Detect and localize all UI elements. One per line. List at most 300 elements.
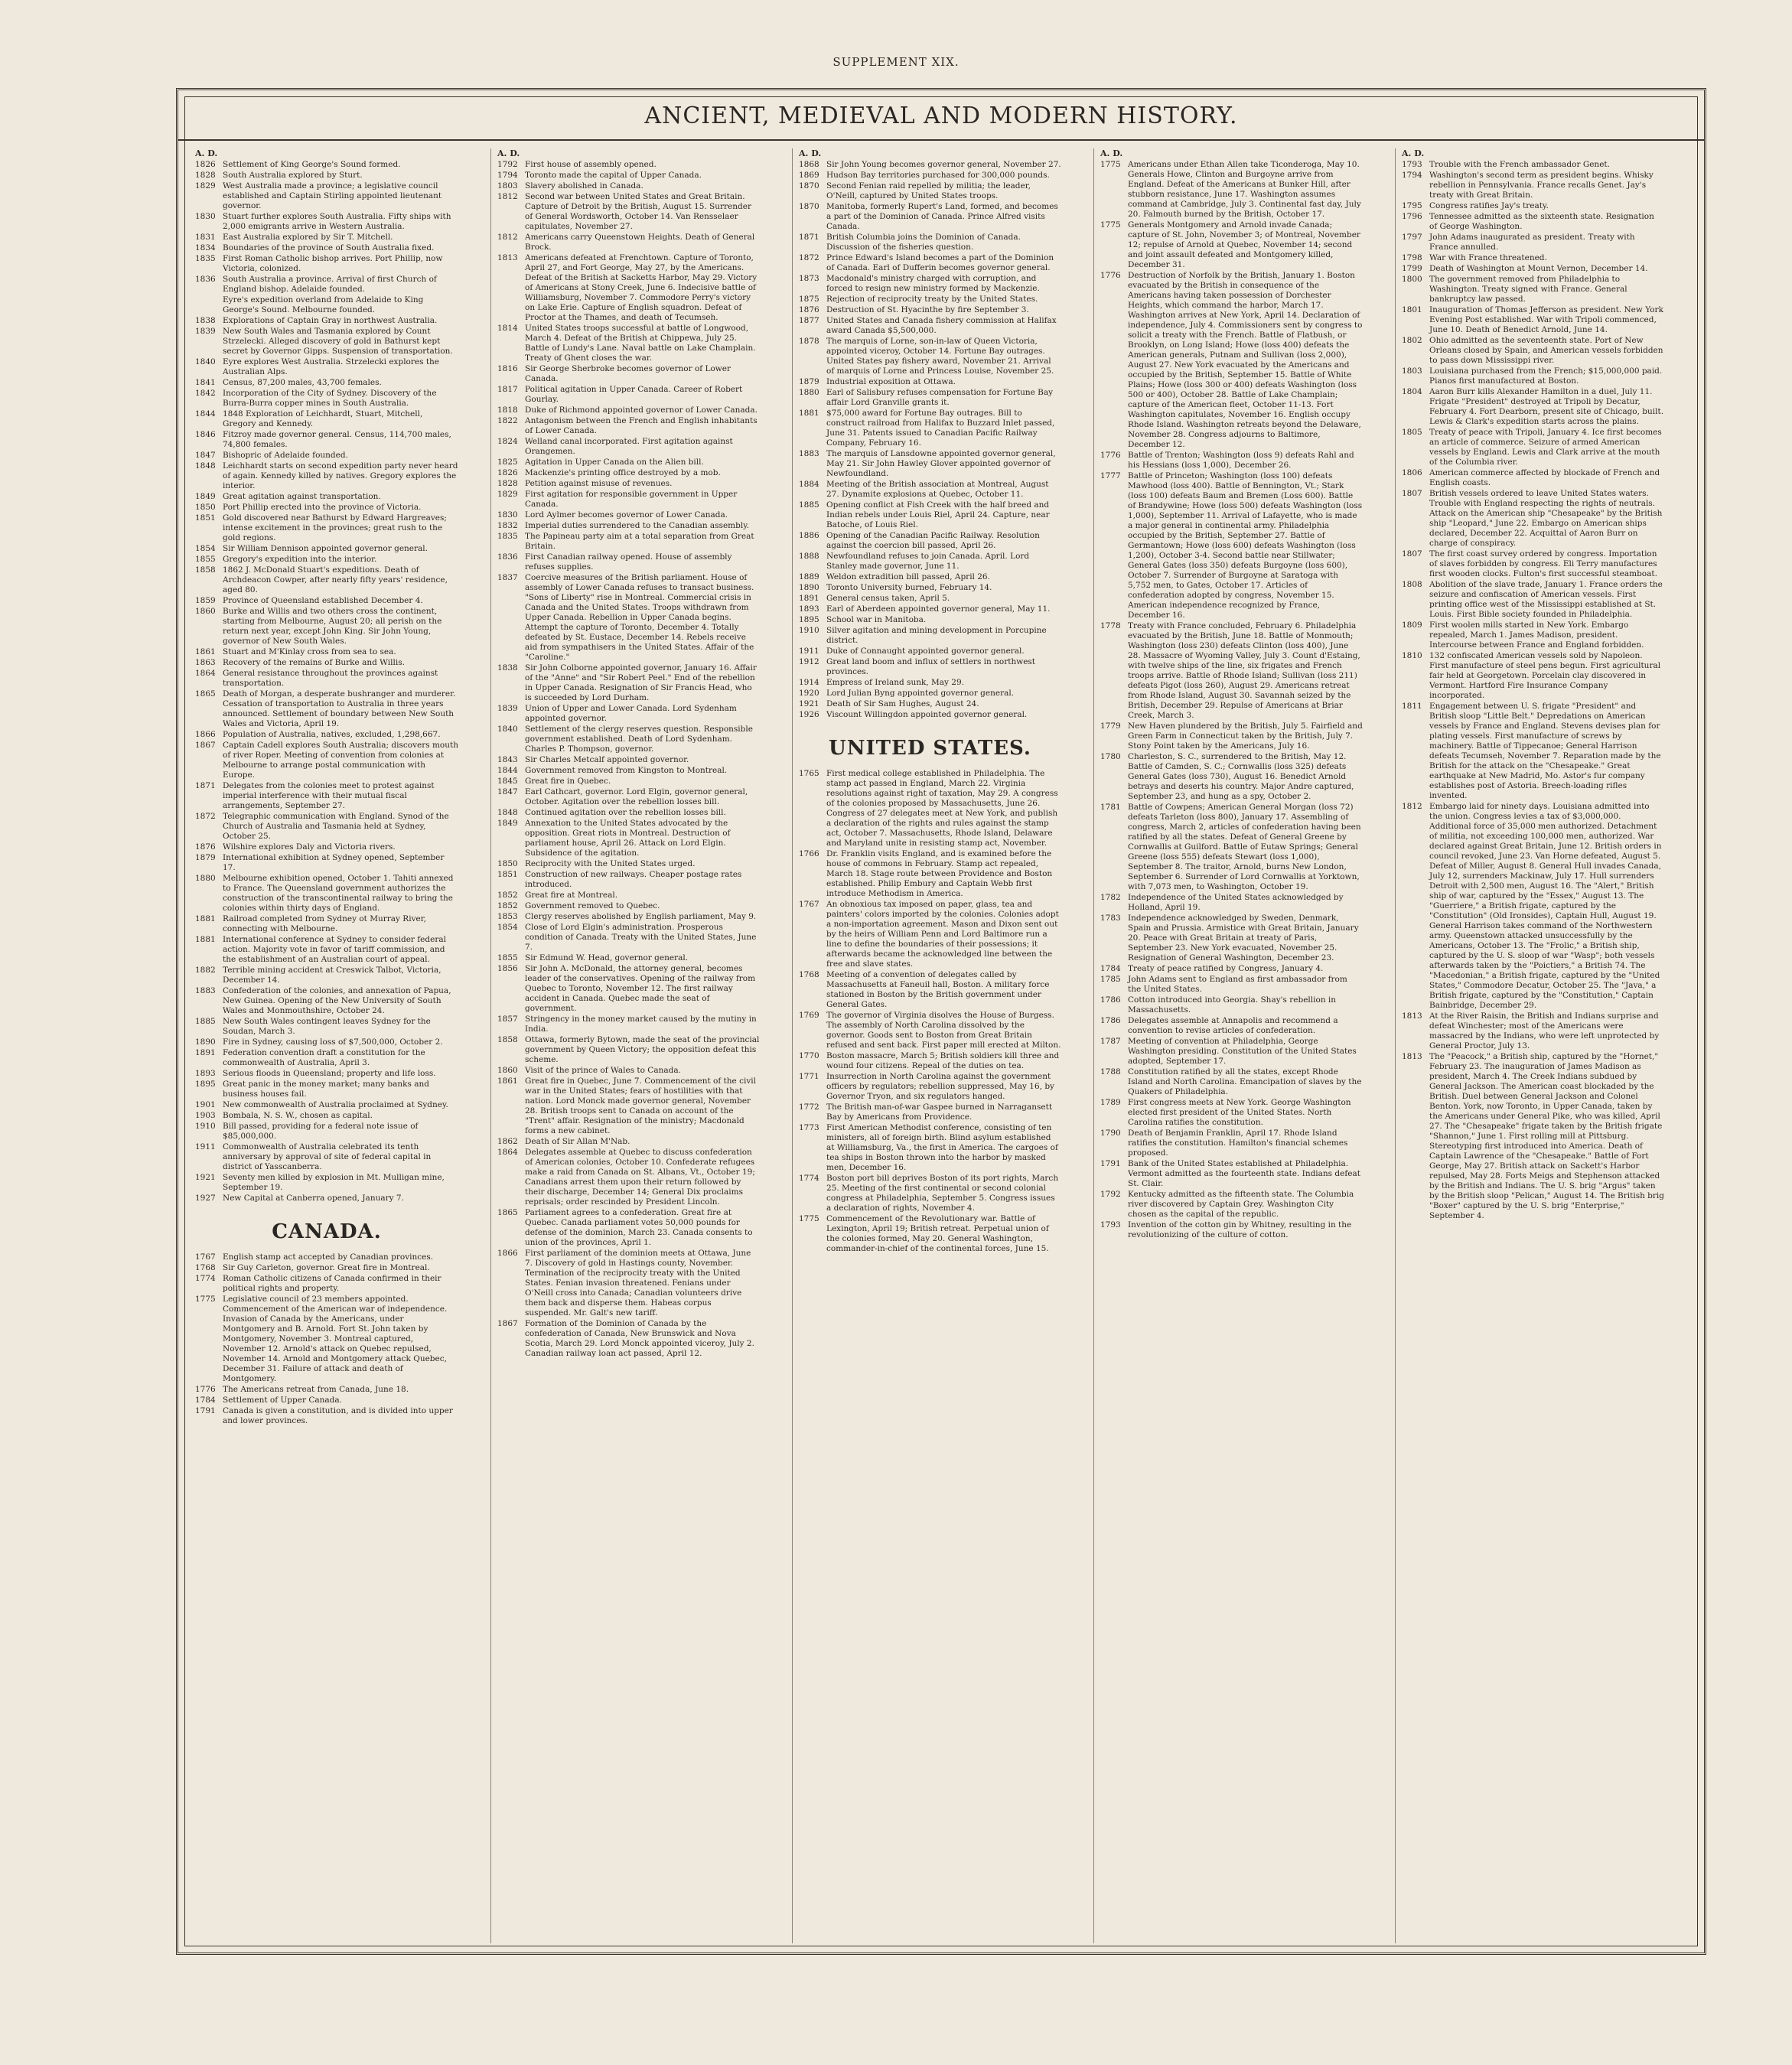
entry-text: Treaty of peace with Tripoli, January 4. Ice first becomes an article of commerce. Seizure of armed American vessels by England. Lewis and Clark arrive at the mouth of the Columbia river.	[1429, 428, 1662, 467]
history-entry	[1100, 451, 1363, 471]
entry-year: 1888	[799, 552, 819, 561]
entry-year: 1870	[799, 202, 819, 211]
entry-year: 1872	[195, 812, 216, 821]
history-entry	[497, 912, 760, 922]
entry-year: 1854	[497, 923, 518, 932]
entry-year: 1861	[195, 647, 216, 656]
entry-year: 1829	[497, 490, 518, 499]
history-entry	[1100, 1037, 1363, 1067]
history-entry	[1402, 233, 1664, 252]
entry-year: 1800	[1402, 275, 1422, 284]
history-entry	[1100, 803, 1363, 892]
entry-text: Boston port bill deprives Boston of its port rights, March 25. Meeting of the first continental or second colonial congress at Philadelphia, September 5. Congress issues a declaration of rights, November 4.	[826, 1174, 1059, 1213]
entry-year: 1775	[1100, 160, 1121, 169]
entry-text: Sir Charles Metcalf appointed governor.	[525, 755, 689, 764]
history-entry	[195, 1080, 458, 1099]
entry-text: Delegates from the colonies meet to protest against imperial interference with their mutual fiscal arrangements, September 27.	[223, 781, 435, 810]
history-entry	[799, 689, 1061, 699]
history-entry	[195, 295, 458, 315]
entry-text: Industrial exposition at Ottawa.	[826, 377, 956, 386]
entry-text: Destruction of Norfolk by the British, January 1. Boston evacuated by the British in consequence of the Americans having taken possession of Dorchester Heights, which command the harbor, March 17. Washington arrives at New York, April 14. Declaration of independence, July 4. Commissioners sent by congress to solicit a treaty with the French. Battle of Flatbush, or Brooklyn, on Long Island; Howe (loss 400) defeats the American generals, Putnam and Sullivan (loss 2,000), August 27. New York evacuated by the Americans and occupied by the British, September 15. Battle of White Plains; Howe (loss 300 or 400) defeats Washington (loss 500 or 400), October 28. Battle of Lake Champlain; capture of the American fleet, October 11-13. Fort Washington capitulates, November 16. English occupy Rhode Island. Washington retreats beyond the Delaware, November 28. Congress adjourns to Baltimore, December 12.	[1128, 271, 1363, 449]
entry-text: Lord Julian Byng appointed governor general.	[826, 689, 1015, 698]
entry-year: 1926	[799, 710, 819, 719]
entry-year: 1864	[497, 1148, 518, 1157]
entry-year: 1883	[195, 986, 216, 995]
entry-text: Bombala, N. S. W., chosen as capital.	[223, 1111, 373, 1120]
entry-text: The Papineau party aim at a total separation from Great Britain.	[525, 532, 754, 551]
entry-year: 1780	[1100, 752, 1121, 761]
history-entry	[497, 192, 760, 232]
entry-text: Second Fenian raid repelled by militia; the leader, O'Neill, captured by United States troops.	[826, 181, 1031, 200]
entry-year: 1881	[195, 914, 216, 923]
history-entry	[195, 555, 458, 565]
history-entry	[195, 430, 458, 450]
history-entry	[497, 870, 760, 890]
entry-year: 1814	[497, 324, 518, 333]
entry-year: 1866	[195, 730, 216, 739]
history-entry	[799, 160, 1061, 170]
entry-text: Settlement of Upper Canada.	[223, 1396, 342, 1405]
history-entry	[195, 1069, 458, 1079]
entry-text: American commerce affected by blockade of French and English coasts.	[1429, 468, 1660, 487]
entry-year: 1840	[497, 725, 518, 734]
entry-year: 1776	[195, 1385, 216, 1394]
entry-year: 1765	[799, 769, 819, 778]
entry-text: Railroad completed from Sydney ot Murray River, connecting with Melbourne.	[223, 914, 426, 933]
history-entry	[799, 678, 1061, 688]
entry-year: 1873	[799, 274, 819, 283]
history-entry	[799, 233, 1061, 252]
entry-year: 1863	[195, 658, 216, 667]
history-entry	[1402, 468, 1664, 488]
entry-text: Earl Cathcart, governor. Lord Elgin, governor general, October. Agitation over the rebellion losses bill.	[525, 787, 748, 806]
entry-year: 1850	[497, 859, 518, 868]
history-entry	[497, 468, 760, 478]
history-entry	[799, 253, 1061, 273]
entry-text: United States troops successful at battle of Longwood, March 4. Defeat of the British at Chippewa, July 25. Battle of Lundy's Lane. Naval battle on Lake Champlain. Treaty of Ghent closes the war.	[525, 324, 756, 363]
history-entry	[799, 1174, 1061, 1213]
entry-text: The government removed from Philadelphia to Washington. Treaty signed with France. General bankruptcy law passed.	[1429, 275, 1627, 304]
history-entry	[1402, 1052, 1664, 1221]
history-entry	[195, 1274, 458, 1294]
entry-text: Embargo laid for ninety days. Louisiana admitted into the union. Congress levies a tax of $3,000,000. Additional force of 35,000 men authorized. Detachment of militia, not exceeding 100,000 men, authorized. War declared against Great Britain, June 12. British orders in council revoked, June 23. Van Horne defeated, August 5. Defeat of Miller, August 8. General Hull invades Canada, July 12, surrenders Mackinaw, July 17. Hull surrenders Detroit with 2,500 men, August 16. The "Alert," British ship of war, captured by the "Essex," August 13. The "Guerriere," a British frigate, captured by the "Constitution" (Old Ironsides), Captain Hull, August 19. General Harrison takes command of the Northwestern army. Queenstown attacked unsuccessfully by the Americans, October 13. The "Frolic," a British ship, captured by the U. S. sloop of war "Wasp"; both vessels afterwards taken by the "Poictiers," a British 74. The "Macedonian," a British frigate, captured by the "United States," Commodore Decatur, October 25. The "Java," a British frigate, captured by the "Constitution," Captain Bainbridge, December 29.	[1429, 802, 1662, 1010]
history-entry	[799, 1072, 1061, 1102]
history-entry	[799, 388, 1061, 408]
entry-year: 1825	[497, 458, 518, 467]
entry-text: Trouble with the French ambassador Genet.	[1429, 160, 1610, 169]
history-entry	[497, 416, 760, 436]
history-entry	[497, 364, 760, 384]
entry-text: Bill passed, providing for a federal note issue of $85,000,000.	[223, 1122, 419, 1141]
entry-year: 1850	[195, 503, 216, 512]
history-entry	[1402, 802, 1664, 1011]
history-entry	[497, 1249, 760, 1318]
history-entry	[497, 490, 760, 510]
entry-text: Toronto University burned, February 14.	[826, 583, 992, 592]
history-entry	[195, 254, 458, 274]
entry-text: British Columbia joins the Dominion of Canada. Discussion of the fisheries question.	[826, 233, 1021, 252]
entry-text: Death of Benjamin Franklin, April 17. Rhode Island ratifies the constitution. Hamilton's financial schemes proposed.	[1128, 1129, 1348, 1158]
entry-text: School war in Manitoba.	[826, 615, 927, 624]
entry-year: 1847	[195, 451, 216, 460]
entry-text: Battle of Trenton; Washington (loss 9) defeats Rahl and his Hessians (loss 1,000), December 26.	[1128, 451, 1354, 470]
title-divider	[178, 139, 1704, 141]
history-entry	[195, 596, 458, 606]
entry-year: 1889	[799, 572, 819, 581]
entry-text: General census taken, April 5.	[826, 594, 950, 603]
entry-year: 1831	[195, 233, 216, 242]
history-entry	[1100, 1220, 1363, 1240]
entry-text: Antagonism between the French and English inhabitants of Lower Canada.	[525, 416, 758, 435]
entry-text: First agitation for responsible government in Upper Canada.	[525, 490, 738, 509]
entry-year: 1776	[1100, 271, 1121, 280]
entry-text: Death of Morgan, a desperate bushranger and murderer. Cessation of transportation to Australia in three years announced. Settlement of boundary between New South Wales and Victoria, April 19.	[223, 689, 456, 728]
history-entry	[497, 1137, 760, 1147]
history-entry	[1402, 580, 1664, 620]
entry-year: 1879	[799, 377, 819, 386]
entry-text: Eyre's expedition overland from Adelaide to King George's Sound. Melbourne founded.	[223, 295, 424, 314]
history-entry	[497, 479, 760, 489]
entry-text: War with France threatened.	[1429, 253, 1547, 262]
entry-text: Second war between United States and Great Britain. Capture of Detroit by the British, August 15. Surrender of General Wordsworth, October 14. Van Rensselaer capitulates, November 27.	[525, 192, 751, 231]
entry-text: Clergy reserves abolished by English parliament, May 9.	[525, 912, 757, 921]
entry-text: Silver agitation and mining development in Porcupine district.	[826, 626, 1047, 645]
entry-year: 1786	[1100, 1016, 1121, 1025]
entry-text: First Canadian railway opened. House of assembly refuses supplies.	[525, 552, 732, 572]
entry-year: 1856	[497, 964, 518, 973]
entry-text: Federation convention draft a constitution for the commonwealth of Australia, April 3.	[223, 1048, 425, 1067]
entry-text: Gold discovered near Bathurst by Edward Hargreaves; intense excitement in the provinces; great rush to the gold regions.	[223, 513, 447, 542]
entry-text: Political agitation in Upper Canada. Career of Robert Gourlay.	[525, 385, 743, 404]
entry-year: 1880	[799, 388, 819, 397]
entry-year: 1881	[195, 935, 216, 944]
entry-text: Terrible mining accident at Creswick Talbot, Victoria, December 14.	[223, 966, 441, 985]
entry-year: 1884	[799, 480, 819, 489]
entry-text: Leichhardt starts on second expedition party never heard of again. Kennedy killed by natives. Gregory explores the interior.	[223, 461, 458, 490]
entry-year: 1866	[497, 1249, 518, 1258]
entry-year: 1766	[799, 849, 819, 858]
entry-text: Battle of Cowpens; American General Morgan (loss 72) defeats Tarleton (loss 800), January 17. Assembling of congress, March 2, articles of confederation having been ratified by all the states. Defeat of General Greene by Cornwallis at Guilford. Battle of Eutaw Springs; General Greene (loss 555) defeats Stewart (loss 1,000), September 8. The traitor, Arnold, burns New London, September 6. Surrender of Lord Cornwallis at Yorktown, with 7,073 men, to Washington, October 19.	[1128, 803, 1361, 891]
entry-year: 1818	[497, 406, 518, 415]
history-entry	[497, 808, 760, 818]
entry-year: 1805	[1402, 428, 1422, 437]
entry-year: 1808	[1402, 580, 1422, 589]
page-title: ANCIENT, MEDIEVAL AND MODERN HISTORY.	[644, 103, 1238, 129]
history-entry	[799, 657, 1061, 677]
history-entry	[195, 647, 458, 657]
history-entry	[195, 513, 458, 543]
entry-text: Washington's second term as president begins. Whisky rebellion in Pennsylvania. France recalls Genet. Jay's treaty with Great Britain.	[1429, 171, 1654, 200]
entry-text: Tennessee admitted as the sixteenth state. Resignation of George Washington.	[1429, 212, 1654, 231]
entry-year: 1794	[497, 171, 518, 180]
entry-year: 1797	[1402, 233, 1422, 242]
history-entry	[1402, 201, 1664, 211]
entry-year: 1774	[195, 1274, 216, 1283]
history-entry	[195, 357, 458, 377]
entry-text: Confederation of the colonies, and annexation of Papua, New Guinea. Opening of the New University of South Wales and Monmouthshire, October 24.	[223, 986, 451, 1015]
history-entry	[497, 1208, 760, 1248]
entry-year: 1786	[1100, 995, 1121, 1005]
history-entry	[497, 901, 760, 911]
history-entry	[497, 532, 760, 552]
entry-year: 1921	[799, 699, 819, 708]
entry-text: Sir Edmund W. Head, governor general.	[525, 953, 689, 962]
entry-year: 1872	[799, 253, 819, 262]
history-entry	[195, 503, 458, 513]
entry-year: 1876	[799, 305, 819, 314]
entry-text: United States and Canada fishery commission at Halifax award Canada $5,500,000.	[826, 316, 1057, 335]
entry-year: 1882	[195, 966, 216, 975]
history-entry	[1402, 253, 1664, 263]
history-entry	[1100, 1098, 1363, 1128]
entry-year: 1776	[1100, 451, 1121, 460]
entry-year: 1878	[799, 337, 819, 346]
history-entry	[799, 171, 1061, 181]
history-entry	[497, 1076, 760, 1136]
entry-year: 1826	[195, 160, 216, 169]
entry-text: 132 confiscated American vessels sold by Napoleon. First manufacture of steel pens begun. First agricultural fair held at Georgetown. Porcelain clay discovered in Vermont. Hartford Fire Insurance Company incorporated.	[1429, 651, 1661, 700]
entry-text: Independence of the United States acknowledged by Holland, April 19.	[1128, 893, 1344, 912]
entry-text: Death of Sir Allan M'Nab.	[525, 1137, 630, 1146]
entry-text: $75,000 award for Fortune Bay outrages. Bill to construct railroad from Halifax to Buzzard Inlet passed, June 31. Patents issued to Canadian Pacific Railway Company, February 16.	[826, 409, 1055, 448]
history-entry	[799, 583, 1061, 593]
entry-year: 1803	[1402, 366, 1422, 376]
history-entry	[195, 275, 458, 295]
history-entry	[195, 914, 458, 934]
history-entry	[195, 181, 458, 211]
entry-year: 1879	[195, 853, 216, 862]
entry-year: 1767	[799, 900, 819, 909]
entry-text: Eyre explores West Australia. Strzelecki explores the Australian Alps.	[223, 357, 440, 376]
entry-text: Prince Edward's Island becomes a part of the Dominion of Canada. Earl of Dufferin becomes governor general.	[826, 253, 1054, 272]
history-entry	[799, 316, 1061, 336]
entry-text: Captain Cadell explores South Australia; discovers mouth of river Roper. Meeting of convention from colonies at Melbourne to arrange postal communication with Europe.	[223, 741, 458, 780]
entry-year: 1895	[799, 615, 819, 624]
entry-text: General resistance throughout the provinces against transportation.	[223, 669, 438, 688]
history-entry	[799, 1123, 1061, 1173]
entry-text: Annexation to the United States advocated by the opposition. Great riots in Montreal. Destruction of parliament house, April 26. Attack on Lord Elgin. Subsidence of the agitation.	[525, 819, 731, 858]
ad-label: A. D.	[1402, 148, 1425, 158]
entry-year: 1781	[1100, 803, 1121, 812]
history-entry	[195, 378, 458, 388]
history-entry	[1100, 1129, 1363, 1158]
entry-year: 1792	[497, 160, 518, 169]
entry-text: Incorporation of the City of Sydney. Discovery of the Burra-Burra copper mines in South Australia.	[223, 389, 437, 408]
entry-year: 1876	[195, 842, 216, 852]
entry-text: Abolition of the slave trade, January 1. France orders the seizure and confiscation of American vessels. First printing office west of the Mississippi established at St. Louis. First Bible society founded in Philadelphia.	[1429, 580, 1663, 619]
entry-text: Continued agitation over the rebellion losses bill.	[525, 808, 726, 817]
entry-text: Port Phillip erected into the province of Victoria.	[223, 503, 422, 512]
entry-text: First medical college established in Philadelphia. The stamp act passed in England, March 22. Virginia resolutions against right of taxation, May 29. A congress of the colonies proposed by Massachusetts, June 26. Congress of 27 delegates meet at New York, and publish a declaration of the rights and rules against the stamp act, October 7. Massachusetts, Rhode Island, Delaware and Maryland unite in resisting stamp act, November.	[826, 769, 1058, 848]
history-entry	[497, 953, 760, 963]
entry-year: 1867	[497, 1319, 518, 1328]
entry-year: 1801	[1402, 305, 1422, 314]
entry-year: 1861	[497, 1076, 518, 1086]
entry-year: 1881	[799, 409, 819, 418]
entry-text: Great fire at Montreal.	[525, 891, 618, 900]
entry-year: 1891	[799, 594, 819, 603]
entry-year: 1890	[799, 583, 819, 592]
entry-year: 1812	[497, 233, 518, 242]
entry-year: 1901	[195, 1100, 216, 1109]
entry-text: Sir John Colborne appointed governor, January 16. Affair of the "Anne" and "Sir Robert Peel." End of the rebellion in Upper Canada. Resignation of Sir Francis Head, who is succeeded by Lord Durham.	[525, 663, 757, 702]
entry-year: 1828	[195, 171, 216, 180]
entry-text: Ohio admitted as the seventeenth state. Port of New Orleans closed by Spain, and American vessels forbidden to pass down Mississippi river.	[1429, 336, 1663, 365]
history-entry	[799, 377, 1061, 387]
entry-text: Newfoundland refuses to join Canada. April. Lord Stanley made governor, June 11.	[826, 552, 1030, 571]
entry-year: 1844	[497, 766, 518, 775]
entry-year: 1860	[497, 1066, 518, 1075]
history-entry	[195, 492, 458, 502]
entry-year: 1788	[1100, 1067, 1121, 1076]
history-entry	[195, 1037, 458, 1047]
entry-year: 1834	[195, 243, 216, 252]
history-entry	[497, 406, 760, 415]
history-entry	[799, 500, 1061, 530]
entry-text: The Americans retreat from Canada, June 18.	[223, 1385, 409, 1394]
entry-text: Hudson Bay territories purchased for 300,000 pounds.	[826, 171, 1050, 180]
entry-year: 1772	[799, 1103, 819, 1112]
entry-year: 1811	[1402, 702, 1422, 711]
history-entry	[799, 1103, 1061, 1122]
entry-text: Meeting of a convention of delegates called by Massachusetts at Faneuil hall, Boston. A military force stationed in Boston by the British government under General Gates.	[826, 970, 1050, 1009]
history-entry	[497, 253, 760, 323]
entry-year: 1851	[497, 870, 518, 879]
entry-year: 1890	[195, 1037, 216, 1047]
history-entry	[195, 781, 458, 811]
entry-year: 1767	[195, 1252, 216, 1262]
entry-year: 1812	[497, 192, 518, 201]
entry-year: 1790	[1100, 1129, 1121, 1138]
entry-year: 1920	[799, 689, 819, 698]
entry-text: Great fire in Quebec, June 7. Commencement of the civil war in the United States; fears of hostilities with that nation. Lord Monck made governor general, November 28. British troops sent to Canada on account of the "Trent" affair. Resignation of the ministry; Macdonald forms a new cabinet.	[525, 1076, 756, 1135]
history-entry	[799, 626, 1061, 646]
entry-year: 1773	[799, 1123, 819, 1132]
entry-text: Duke of Richmond appointed governor of Lower Canada.	[525, 406, 758, 415]
entry-year: 1835	[497, 532, 518, 541]
history-entry	[1100, 1016, 1363, 1036]
history-entry	[799, 769, 1061, 848]
entry-year: 1854	[195, 544, 216, 553]
entry-year: 1777	[1100, 471, 1121, 480]
history-entry	[195, 1173, 458, 1193]
entry-text: Government removed to Quebec.	[525, 901, 660, 910]
history-entry	[195, 741, 458, 780]
entry-text: New commonwealth of Australia proclaimed at Sydney.	[223, 1100, 448, 1109]
entry-year: 1914	[799, 678, 819, 687]
history-entry	[195, 1122, 458, 1142]
history-entry	[1100, 471, 1363, 620]
history-entry	[195, 730, 458, 740]
entry-year: 1871	[195, 781, 216, 790]
entry-text: International exhibition at Sydney opened, September 17.	[223, 853, 445, 872]
entry-year: 1769	[799, 1011, 819, 1020]
entry-text: Sir Guy Carleton, governor. Great fire in Montreal.	[223, 1263, 430, 1272]
entry-year: 1778	[1100, 621, 1121, 630]
column-1	[189, 148, 464, 1943]
entry-year: 1807	[1402, 489, 1422, 498]
entry-text: Wilshire explores Daly and Victoria rivers.	[223, 842, 396, 852]
entry-text: Earl of Salisbury refuses compensation for Fortune Bay affair Lord Granville grants it.	[826, 388, 1054, 407]
entry-text: New Haven plundered by the British, July 5. Fairfield and Green Farm in Connecticut taken by the British, July 7. Stony Point taken by the Americans, July 16.	[1128, 721, 1363, 751]
entry-text: At the River Raisin, the British and Indians surprise and defeat Winchester; most of the Americans were massacred by the Indians, who were left unprotected by General Proctor, July 13.	[1429, 1011, 1660, 1050]
history-entry	[195, 874, 458, 914]
entry-text: First woolen mills started in New York. Embargo repealed, March 1. James Madison, president. Intercourse between France and England forbidden.	[1429, 620, 1644, 650]
column-5	[1395, 148, 1670, 1943]
entry-text: Louisiana purchased from the French; $15,000,000 paid. Pianos first manufactured at Boston.	[1429, 366, 1663, 386]
entry-text: The "Peacock," a British ship, captured by the "Hornet," February 23. The inauguration of James Madison as president, March 4. The Creek Indians subdued by General Jackson. The American coast blockaded by the British. Duel between General Jackson and Colonel Benton. York, now Toronto, in Upper Canada, taken by the Americans under General Pike, who was killed, April 27. The "Chesapeake" frigate taken by the British frigate "Shannon," June 1. First rolling mill at Pittsburg. Stereotyping first introduced into America. Death of Captain Lawrence of the "Chesapeake." Battle of Fort George, May 27. British attack on Sackett's Harbor repulsed, May 28. Forts Meigs and Stephenson attacked by the British and Indians. The U. S. brig "Argus" taken by the British sloop "Pelican," August 14. The British brig "Boxer" captured by the U. S. brig "Enterprise," September 4.	[1429, 1052, 1665, 1220]
entry-year: 1836	[195, 275, 216, 284]
entry-text: Boston massacre, March 5; British soldiers kill three and wound four citizens. Repeal of the duties on tea.	[826, 1051, 1060, 1070]
entry-text: Congress ratifies Jay's treaty.	[1429, 201, 1549, 210]
entry-year: 1775	[195, 1295, 216, 1304]
entry-text: Empress of Ireland sunk, May 29.	[826, 678, 964, 687]
history-entry	[1402, 264, 1664, 274]
entry-text: Serious floods in Queensland; property and life loss.	[223, 1069, 436, 1078]
history-entry	[195, 1017, 458, 1037]
entry-text: Toronto made the capital of Upper Canada.	[525, 171, 702, 180]
entry-text: New South Wales contingent leaves Sydney for the Soudan, March 3.	[223, 1017, 431, 1036]
history-entry	[1402, 620, 1664, 650]
column-4	[1093, 148, 1369, 1943]
history-entry	[497, 766, 760, 776]
entry-year: 1853	[497, 912, 518, 921]
entry-year: 1852	[497, 901, 518, 910]
history-entry	[799, 710, 1061, 720]
history-entry	[497, 458, 760, 467]
entry-year: 1877	[799, 316, 819, 325]
history-entry	[497, 1015, 760, 1034]
history-entry	[195, 842, 458, 852]
history-entry	[1100, 621, 1363, 721]
history-entry	[799, 337, 1061, 376]
history-entry	[195, 565, 458, 595]
entry-text: Legislative council of 23 members appointed. Commencement of the American war of independence. Invasion of Canada by the Americans, under Montgomery and B. Arnold. Fort St. John taken by Montgomery, November 3. Montreal captured, November 12. Arnold's attack on Quebec repulsed, November 14. Arnold and Montgomery attack Quebec, December 31. Failure of attack and death of Montgomery.	[223, 1295, 448, 1383]
entry-text: Roman Catholic citizens of Canada confirmed in their political rights and property.	[223, 1274, 441, 1293]
entry-text: Death of Washington at Mount Vernon, December 14.	[1429, 264, 1648, 273]
entry-year: 1886	[799, 531, 819, 540]
entry-text: Great fire in Quebec.	[525, 777, 611, 786]
entry-year: 1835	[195, 254, 216, 263]
entry-text: Fire in Sydney, causing loss of $7,500,000, October 2.	[223, 1037, 443, 1047]
entry-text: Delegates assemble at Annapolis and recommend a convention to revise articles of confederation.	[1128, 1016, 1338, 1035]
history-entry	[497, 385, 760, 405]
entry-year: 1795	[1402, 201, 1422, 210]
entry-text: Bishopric of Adelaide founded.	[223, 451, 348, 460]
entry-year: 1855	[497, 953, 518, 962]
entry-text: Ottawa, formerly Bytown, made the seat of the provincial government by Queen Victory; the opposition defeat this scheme.	[525, 1035, 760, 1064]
history-entry	[799, 1214, 1061, 1254]
history-entry	[1402, 549, 1664, 579]
entry-text: First congress meets at New York. George Washington elected first president of the United States. North Carolina ratifies the constitution.	[1128, 1098, 1351, 1127]
entry-text: Stuart and M'Kinlay cross from sea to sea.	[223, 647, 396, 656]
entry-text: Commencement of the Revolutionary war. Battle of Lexington, April 19; British retreat. Perpetual union of the colonies formed, May 20. General Washington, commander-in-chief of the continental forces, June 15.	[826, 1214, 1049, 1253]
entry-year: 1858	[497, 1035, 518, 1044]
entry-text: Telegraphic communication with England. Synod of the Church of Australia and Tasmania held at Sydney, October 25.	[223, 812, 449, 841]
entry-text: Opening of the Canadian Pacific Railway. Resolution against the coercion bill passed, April 26.	[826, 531, 1040, 550]
entry-year: 1796	[1402, 212, 1422, 221]
entry-year: 1826	[497, 468, 518, 477]
history-entry	[195, 1385, 458, 1395]
history-entry	[1402, 366, 1664, 386]
history-entry	[799, 615, 1061, 625]
entry-year: 1842	[195, 389, 216, 398]
history-entry	[1100, 160, 1363, 220]
entry-year: 1829	[195, 181, 216, 191]
history-entry	[799, 531, 1061, 551]
history-entry	[1100, 1067, 1363, 1097]
entry-text: Death of Sir Sam Hughes, August 24.	[826, 699, 979, 708]
